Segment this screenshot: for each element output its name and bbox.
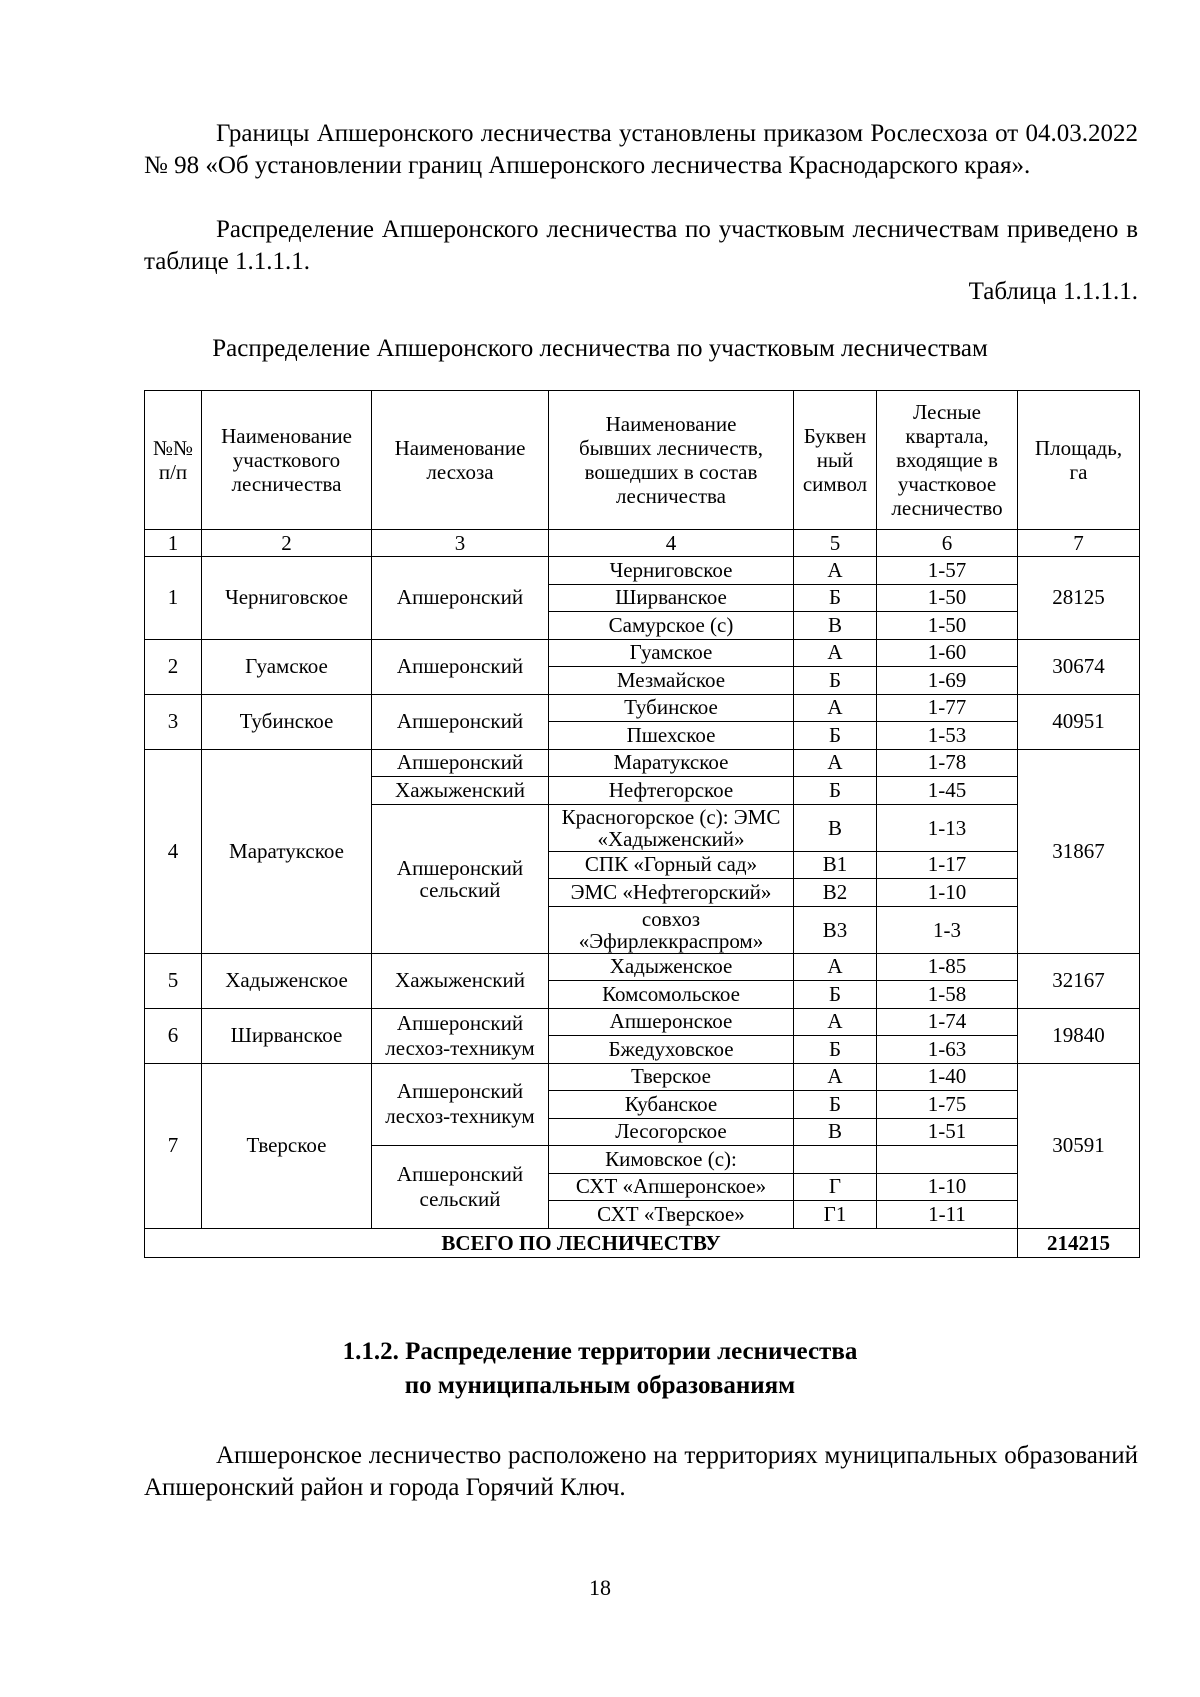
leskhoz-name: Апшеронский лесхоз-техникум <box>372 1008 549 1063</box>
table-row <box>145 694 1140 722</box>
quarters: 1-74 <box>877 1008 1018 1036</box>
district-name: Ширванское <box>202 1008 372 1063</box>
table-row <box>145 639 1140 667</box>
quarters: 1-17 <box>877 851 1018 879</box>
letter-symbol: В3 <box>794 906 877 953</box>
letter-symbol: Б <box>794 1091 877 1119</box>
former-forestry: Пшехское <box>549 722 794 750</box>
quarters: 1-11 <box>877 1201 1018 1229</box>
paragraph-borders-text: Границы Апшеронского лесничества установлены приказом Рослесхоза от 04.03.2022 № 98 «Об установлении границ Апшеронского лесничества Краснодарского края». <box>144 120 1138 179</box>
former-forestry: Мезмайское <box>549 667 794 695</box>
former-forestry: Комсомольское <box>549 981 794 1009</box>
former-forestry: Лесогорское <box>549 1118 794 1146</box>
letter-symbol: А <box>794 749 877 777</box>
letter-symbol: В <box>794 612 877 640</box>
former-forestry: Хадыженское <box>549 953 794 981</box>
quarters: 1-77 <box>877 694 1018 722</box>
header-district-name: Наименование участкового лесничества <box>202 391 372 530</box>
paragraph-municipal <box>144 1440 1138 1504</box>
area-value: 32167 <box>1018 953 1140 1008</box>
section-heading-line1: 1.1.2. Распределение территории лесничества <box>342 1338 858 1365</box>
district-name: Тверское <box>202 1063 372 1228</box>
leskhoz-name: Апшеронский лесхоз-техникум <box>372 1063 549 1146</box>
former-forestry: Бжедуховское <box>549 1036 794 1064</box>
former-forestry: Ширванское <box>549 584 794 612</box>
leskhoz-name: Хажыженский <box>372 953 549 1008</box>
leskhoz-name: Апшеронский <box>372 749 549 777</box>
letter-symbol: А <box>794 694 877 722</box>
group-no: 2 <box>145 639 202 694</box>
letter-symbol: В <box>794 1118 877 1146</box>
quarters: 1-10 <box>877 879 1018 907</box>
former-forestry: СХТ «Тверское» <box>549 1201 794 1229</box>
header-no: №№ п/п <box>145 391 202 530</box>
total-row <box>145 1228 1140 1257</box>
area-value: 31867 <box>1018 749 1140 953</box>
leskhoz-name: Апшеронский <box>372 639 549 694</box>
former-forestry: Кимовское (с): <box>549 1146 794 1174</box>
header-letter-symbol: Буквен ный символ <box>794 391 877 530</box>
col-number: 3 <box>372 530 549 557</box>
quarters <box>877 1146 1018 1174</box>
page-number: 18 <box>589 1575 611 1600</box>
letter-symbol: А <box>794 953 877 981</box>
leskhoz-name: Апшеронский сельский <box>372 1146 549 1229</box>
letter-symbol: А <box>794 639 877 667</box>
total-label: ВСЕГО ПО ЛЕСНИЧЕСТВУ <box>145 1228 1018 1257</box>
table-label: Таблица 1.1.1.1. <box>968 278 1138 305</box>
district-name: Гуамское <box>202 639 372 694</box>
letter-symbol: В2 <box>794 879 877 907</box>
total-area: 214215 <box>1018 1228 1140 1257</box>
group-no: 6 <box>145 1008 202 1063</box>
former-forestry: Красногорское (с): ЭМС «Хадыженский» <box>549 804 794 851</box>
quarters: 1-10 <box>877 1173 1018 1201</box>
leskhoz-name: Апшеронский сельский <box>372 804 549 953</box>
quarters: 1-50 <box>877 584 1018 612</box>
quarters: 1-69 <box>877 667 1018 695</box>
group-no: 4 <box>145 749 202 953</box>
header-former-forestries: Наименование бывших лесничеств, вошедших в состав лесничества <box>549 391 794 530</box>
former-forestry: ЭМС «Нефтегорский» <box>549 879 794 907</box>
letter-symbol: Г1 <box>794 1201 877 1229</box>
letter-symbol: А <box>794 1008 877 1036</box>
former-forestry: Тверское <box>549 1063 794 1091</box>
header-leskhoz: Наименование лесхоза <box>372 391 549 530</box>
former-forestry: Тубинское <box>549 694 794 722</box>
paragraph-municipal-text: Апшеронское лесничество расположено на территориях муниципальных образований Апшеронский район и города Горячий Ключ. <box>144 1442 1138 1501</box>
letter-symbol: Б <box>794 667 877 695</box>
letter-symbol: А <box>794 1063 877 1091</box>
area-value: 28125 <box>1018 557 1140 640</box>
table-row <box>145 749 1140 777</box>
group-no: 7 <box>145 1063 202 1228</box>
area-value: 19840 <box>1018 1008 1140 1063</box>
forestry-table <box>144 390 1140 1258</box>
table-row <box>145 953 1140 981</box>
quarters: 1-78 <box>877 749 1018 777</box>
letter-symbol <box>794 1146 877 1174</box>
table-row <box>145 1063 1140 1091</box>
leskhoz-name: Хажыженский <box>372 777 549 805</box>
former-forestry: Самурское (с) <box>549 612 794 640</box>
letter-symbol: Б <box>794 1036 877 1064</box>
section-heading-line2: по муниципальным образованиям <box>404 1372 796 1399</box>
quarters: 1-53 <box>877 722 1018 750</box>
letter-symbol: Б <box>794 777 877 805</box>
former-forestry: совхоз «Эфирлеккраспром» <box>549 906 794 953</box>
letter-symbol: Б <box>794 722 877 750</box>
group-no: 5 <box>145 953 202 1008</box>
col-number: 1 <box>145 530 202 557</box>
area-value: 40951 <box>1018 694 1140 749</box>
col-number: 5 <box>794 530 877 557</box>
quarters: 1-13 <box>877 804 1018 851</box>
district-name: Хадыженское <box>202 953 372 1008</box>
header-area: Площадь, га <box>1018 391 1140 530</box>
quarters: 1-50 <box>877 612 1018 640</box>
letter-symbol: Б <box>794 584 877 612</box>
district-name: Тубинское <box>202 694 372 749</box>
quarters: 1-3 <box>877 906 1018 953</box>
quarters: 1-40 <box>877 1063 1018 1091</box>
area-value: 30591 <box>1018 1063 1140 1228</box>
column-numbers-row <box>145 530 1140 557</box>
letter-symbol: Г <box>794 1173 877 1201</box>
col-number: 6 <box>877 530 1018 557</box>
quarters: 1-58 <box>877 981 1018 1009</box>
letter-symbol: А <box>794 557 877 585</box>
col-number: 2 <box>202 530 372 557</box>
paragraph-distribution <box>144 214 1138 278</box>
quarters: 1-45 <box>877 777 1018 805</box>
group-no: 3 <box>145 694 202 749</box>
table-title: Распределение Апшеронского лесничества по участковым лесничествам <box>212 335 988 362</box>
leskhoz-name: Апшеронский <box>372 557 549 640</box>
letter-symbol: В1 <box>794 851 877 879</box>
former-forestry: Черниговское <box>549 557 794 585</box>
former-forestry: Гуамское <box>549 639 794 667</box>
district-name: Черниговское <box>202 557 372 640</box>
col-number: 7 <box>1018 530 1140 557</box>
quarters: 1-51 <box>877 1118 1018 1146</box>
former-forestry: Маратукское <box>549 749 794 777</box>
area-value: 30674 <box>1018 639 1140 694</box>
former-forestry: Апшеронское <box>549 1008 794 1036</box>
header-quarters: Лесные квартала, входящие в участковое лесничество <box>877 391 1018 530</box>
table-row <box>145 557 1140 585</box>
former-forestry: СПК «Горный сад» <box>549 851 794 879</box>
paragraph-borders <box>144 118 1138 182</box>
letter-symbol: Б <box>794 981 877 1009</box>
quarters: 1-60 <box>877 639 1018 667</box>
col-number: 4 <box>549 530 794 557</box>
quarters: 1-57 <box>877 557 1018 585</box>
quarters: 1-63 <box>877 1036 1018 1064</box>
quarters: 1-85 <box>877 953 1018 981</box>
district-name: Маратукское <box>202 749 372 953</box>
former-forestry: СХТ «Апшеронское» <box>549 1173 794 1201</box>
letter-symbol: В <box>794 804 877 851</box>
leskhoz-name: Апшеронский <box>372 694 549 749</box>
group-no: 1 <box>145 557 202 640</box>
quarters: 1-75 <box>877 1091 1018 1119</box>
table-row <box>145 1008 1140 1036</box>
section-heading <box>0 1335 1200 1403</box>
former-forestry: Нефтегорское <box>549 777 794 805</box>
paragraph-distribution-text: Распределение Апшеронского лесничества по участковым лесничествам приведено в таблице 1.1.1.1. <box>144 216 1138 275</box>
former-forestry: Кубанское <box>549 1091 794 1119</box>
